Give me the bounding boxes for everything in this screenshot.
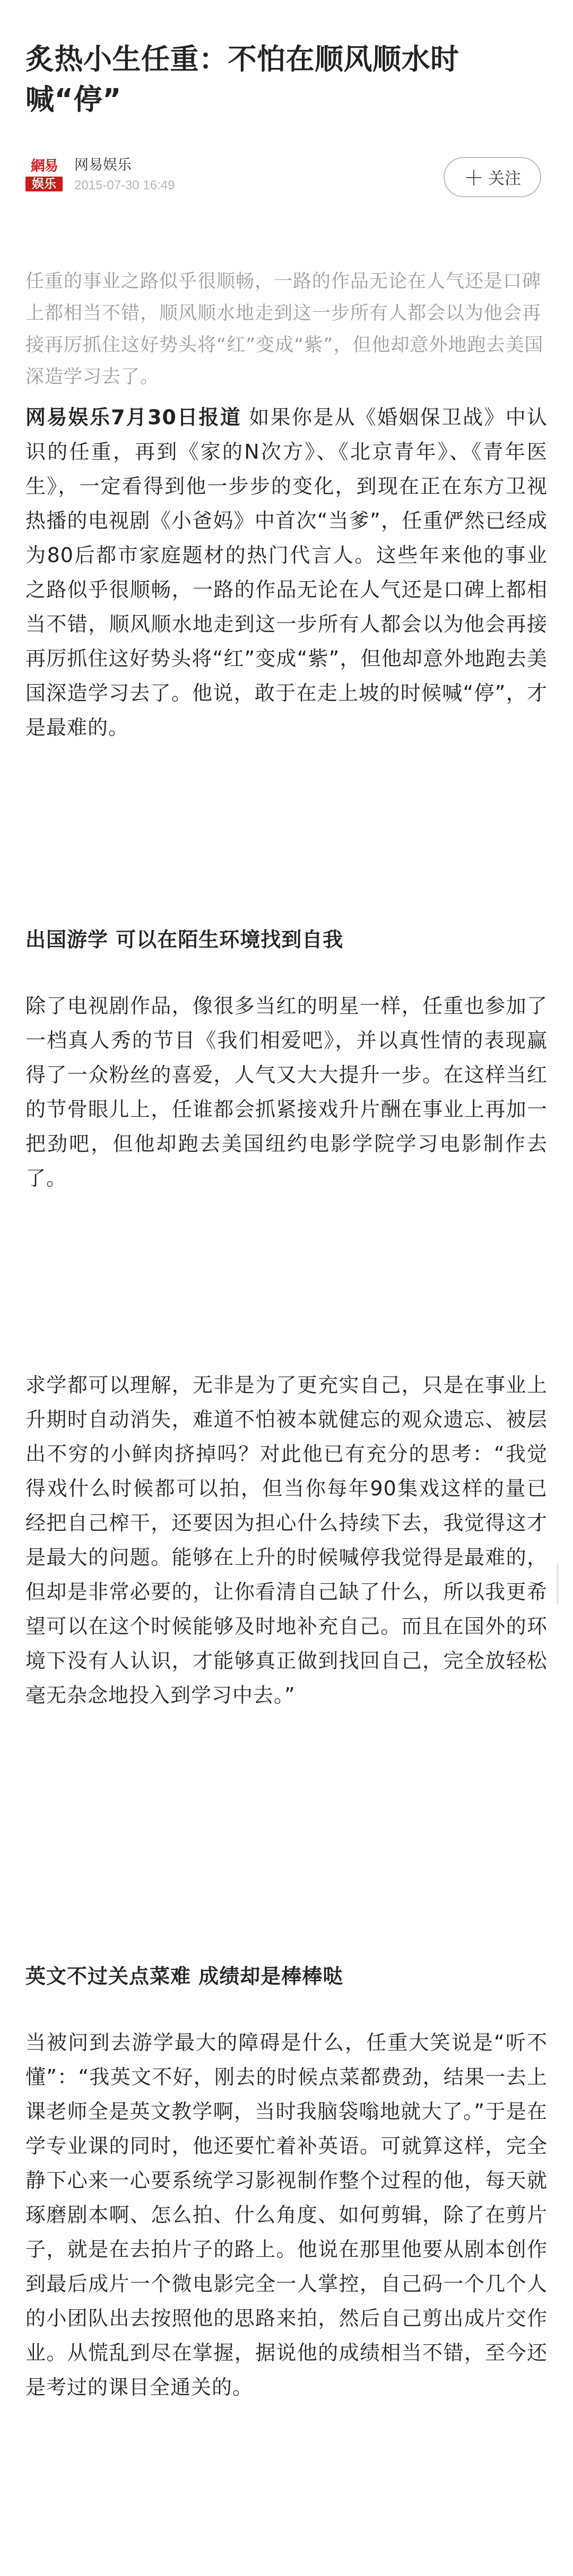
section-heading-2: 英文不过关点菜难 成绩却是棒棒哒 xyxy=(25,1965,344,1988)
follow-button[interactable] xyxy=(444,157,541,197)
section-heading-1: 出国游学 可以在陌生环境找到自我 xyxy=(25,928,344,951)
plus-icon: ＋ xyxy=(463,168,484,190)
scroll-indicator[interactable] xyxy=(557,1563,559,1605)
source-name[interactable]: 网易娱乐 xyxy=(74,157,132,173)
article-title: 炙热小生任重：不怕在顺风顺水时喊“停” xyxy=(25,42,459,117)
logo-bottom-text: 娱乐 xyxy=(25,177,63,191)
paragraph-text: 如果你是从《婚姻保卫战》中认识的任重，再到《家的N次方》、《北京青年》、《青年医生》，一定看得到他一步步的变化，到现在正在东方卫视热播的电视剧《小爸妈》中首次“当爹”，任重俨然已经成为80后都市家庭题材的热门代言人。这些年来他的事业之路似乎很顺畅，一路的作品无论在人气还是口碑上都相当不错，顺风顺水地走到这一步所有人都会以为他会再接再厉抓住这好势头将“红”变成“紫”，但他却意外地跑去美国深造学习去了。他说，敢于在走上坡的时候喊“停”，才是最难的。 xyxy=(25,406,548,739)
article-summary: 任重的事业之路似乎很顺畅，一路的作品无论在人气还是口碑上都相当不错，顺风顺水地走到这一步所有人都会以为他会再接再厉抓住这好势头将“红”变成“紫”，但他却意外地跑去美国深造学习去了。 xyxy=(25,271,544,388)
publish-time: 2015-07-30 16:49 xyxy=(74,178,175,192)
article-paragraph-2: 除了电视剧作品，像很多当红的明星一样，任重也参加了一档真人秀的节目《我们相爱吧》，并以真性情的表现赢得了一众粉丝的喜爱，人气又大大提升一步。在这样当红的节骨眼儿上，任谁都会抓紧接戏升片酬在事业上再加一把劲吧，但他却跑去美国纽约电影学院学习电影制作去了。 xyxy=(25,994,548,1190)
follow-label: 关注 xyxy=(488,169,521,188)
logo-top-text: 網易 xyxy=(31,158,57,174)
article-paragraph-1 xyxy=(25,400,548,745)
netease-entertainment-logo[interactable] xyxy=(25,156,63,194)
article-paragraph-4: 当被问到去游学最大的障碍是什么，任重大笑说是“听不懂”：“我英文不好，刚去的时候点菜都费劲，结果一去上课老师全是英文教学啊，当时我脑袋嗡地就大了。”于是在学专业课的同时，他还要忙着补英语。可就算这样，完全静下心来一心要系统学习影视制作整个过程的他，每天就琢磨剧本啊、怎么拍、什么角度、如何剪辑，除了在剪片子，就是在去拍片子的路上。他说在那里他要从剧本创作到最后成片一个微电影完全一人掌控，自己码一个几个人的小团队出去按照他的思路来拍，然后自己剪出成片交作业。从慌乱到尽在掌握，据说他的成绩相当不错，至今还是考过的课目全通关的。 xyxy=(25,2031,548,2399)
article-paragraph-3: 求学都可以理解，无非是为了更充实自己，只是在事业上升期时自动消失，难道不怕被本就健忘的观众遗忘、被层出不穷的小鲜肉挤掉吗？对此他已有充分的思考：“我觉得戏什么时候都可以拍，但当你每年90集戏这样的量已经把自己榨干，还要因为担心什么持续下去，我觉得这才是最大的问题。能够在上升的时候喊停我觉得是最难的，但却是非常必要的，让你看清自己缺了什么，所以我更希望可以在这个时候能够及时地补充自己。而且在国外的环境下没有人认识，才能够真正做到找回自己，完全放轻松毫无杂念地投入到学习中去。” xyxy=(25,1373,548,1707)
article-source-row xyxy=(25,151,548,201)
article-lead: 网易娱乐7月30日报道 xyxy=(25,406,242,429)
